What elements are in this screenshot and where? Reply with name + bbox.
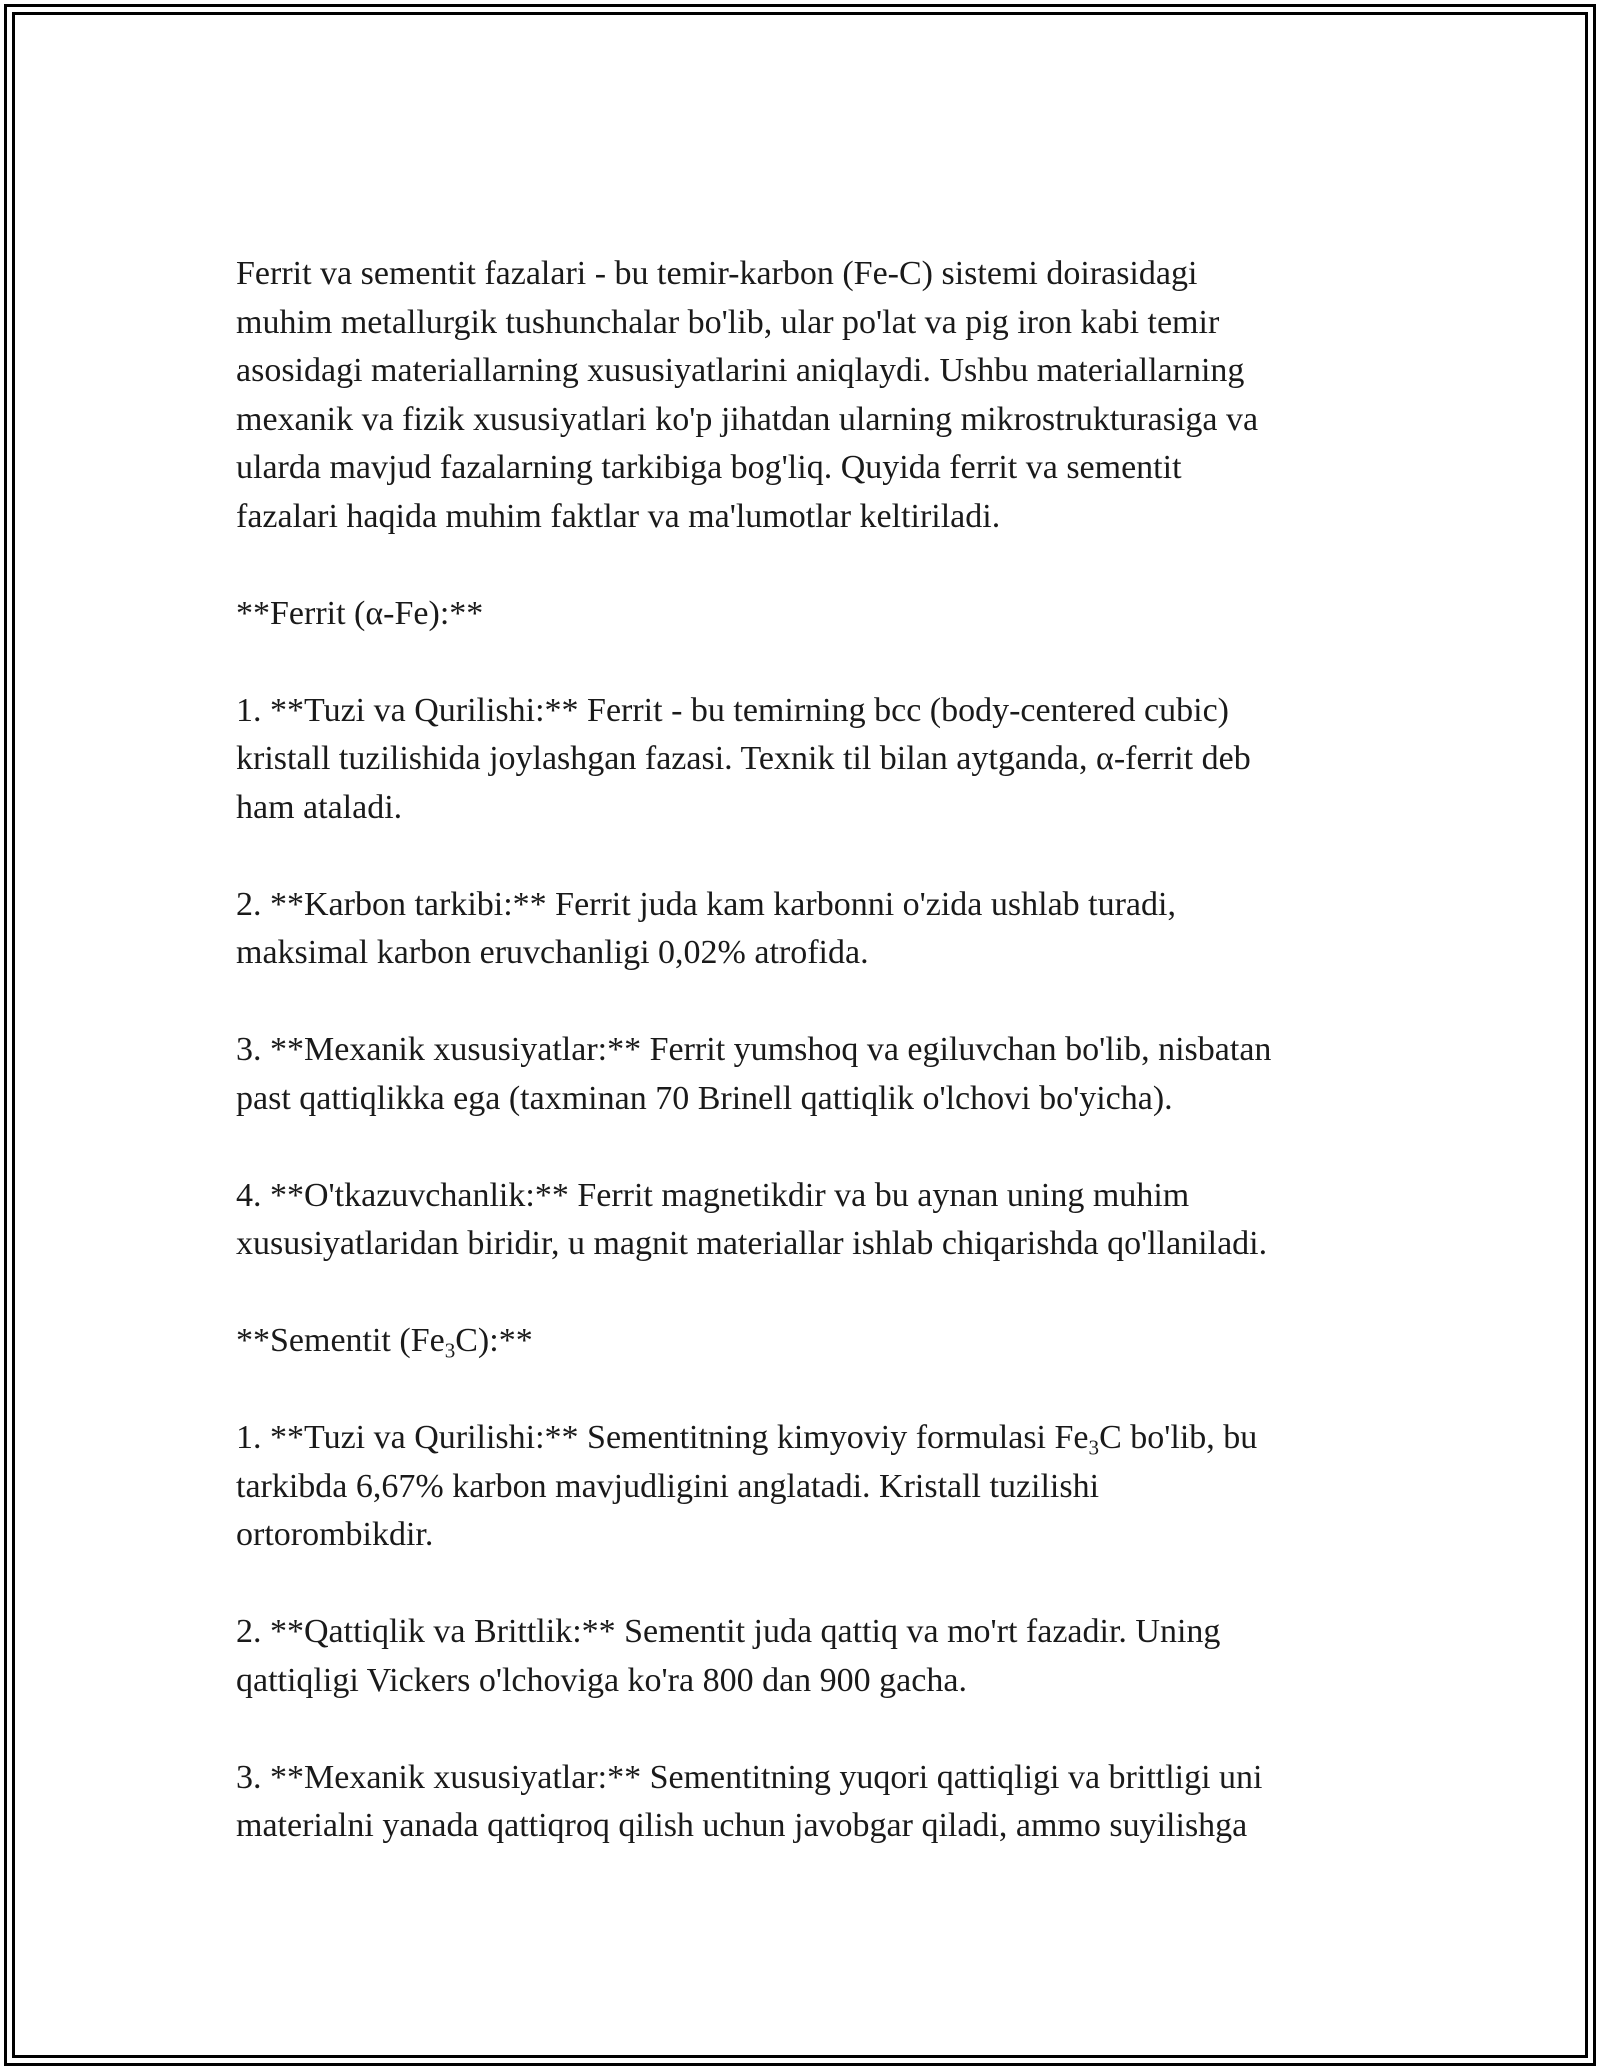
- text-line: materialni yanada qattiqroq qilish uchun javobgar qiladi, ammo suyilishga: [236, 1807, 1248, 1844]
- text-line: maksimal karbon eruvchanligi 0,02% atrofida.: [236, 934, 869, 971]
- paragraph: [236, 1026, 1366, 1123]
- text-line: past qattiqlikka ega (taxminan 70 Brinell qattiqlik o'lchovi bo'yicha).: [236, 1079, 1173, 1117]
- text-line: Ferrit va sementit fazalari - bu temir-karbon (Fe-C) sistemi doirasidagi: [236, 255, 1198, 292]
- text-line: [236, 1317, 1366, 1366]
- text-segment: C):**: [455, 1322, 533, 1359]
- text-line: qattiqligi Vickers o'lchoviga ko'ra 800 dan 900 gacha.: [236, 1661, 967, 1699]
- text-line: 2. **Karbon tarkibi:** Ferrit juda kam karbonni o'zida ushlab turadi,: [236, 885, 1176, 923]
- paragraph: [236, 250, 1366, 541]
- text-line: ham ataladi.: [236, 788, 403, 826]
- text-segment: 1. **Tuzi va Qurilishi:** Sementitning kimyoviy formulasi Fe: [236, 1419, 1089, 1456]
- text-segment: **Sementit (Fe: [236, 1322, 445, 1359]
- text-line: 4. **O'tkazuvchanlik:** Ferrit magnetikdir va bu aynan uning muhim: [236, 1176, 1190, 1214]
- text-line: 3. **Mexanik xususiyatlar:** Ferrit yumshoq va egiluvchan bo'lib, nisbatan: [236, 1031, 1272, 1068]
- document-body: [236, 250, 1366, 1851]
- paragraph: [236, 1754, 1366, 1851]
- text-line: muhim metallurgik tushunchalar bo'lib, ular po'lat va pig iron kabi temir: [236, 303, 1220, 341]
- text-line: 2. **Qattiqlik va Brittlik:** Sementit juda qattiq va mo'rt fazadir. Uning: [236, 1613, 1221, 1650]
- paragraph: [236, 881, 1366, 978]
- text-line: fazalari haqida muhim faktlar va ma'lumotlar keltiriladi.: [236, 497, 1001, 535]
- text-line: ularda mavjud fazalarning tarkibiga bog'liq. Quyida ferrit va sementit: [236, 449, 1182, 486]
- text-segment: C bo'lib, bu: [1099, 1419, 1258, 1456]
- subscript: 3: [444, 1338, 456, 1363]
- paragraph: [236, 1317, 1366, 1366]
- subscript: 3: [1088, 1435, 1100, 1460]
- text-line: **Ferrit (α-Fe):**: [236, 594, 484, 632]
- text-line: 1. **Tuzi va Qurilishi:** Ferrit - bu temirning bcc (body-centered cubic): [236, 691, 1230, 729]
- text-line: ortorombikdir.: [236, 1516, 434, 1553]
- text-line: kristall tuzilishida joylashgan fazasi. Texnik til bilan aytganda, α-ferrit deb: [236, 740, 1251, 777]
- paragraph: [236, 1172, 1366, 1269]
- paragraph: [236, 1608, 1366, 1705]
- text-line: xususiyatlaridan biridir, u magnit materiallar ishlab chiqarishda qo'llaniladi.: [236, 1225, 1268, 1262]
- text-line: asosidagi materiallarning xususiyatlarini aniqlaydi. Ushbu materiallarning: [236, 352, 1245, 389]
- paragraph: [236, 687, 1366, 833]
- text-line: [236, 1414, 1366, 1463]
- text-line: 3. **Mexanik xususiyatlar:** Sementitning yuqori qattiqligi va brittligi uni: [236, 1758, 1263, 1796]
- paragraph: [236, 1414, 1366, 1560]
- paragraph: [236, 590, 1366, 639]
- text-line: mexanik va fizik xususiyatlari ko'p jihatdan ularning mikrostrukturasiga va: [236, 400, 1259, 438]
- text-line: tarkibda 6,67% karbon mavjudligini anglatadi. Kristall tuzilishi: [236, 1467, 1100, 1505]
